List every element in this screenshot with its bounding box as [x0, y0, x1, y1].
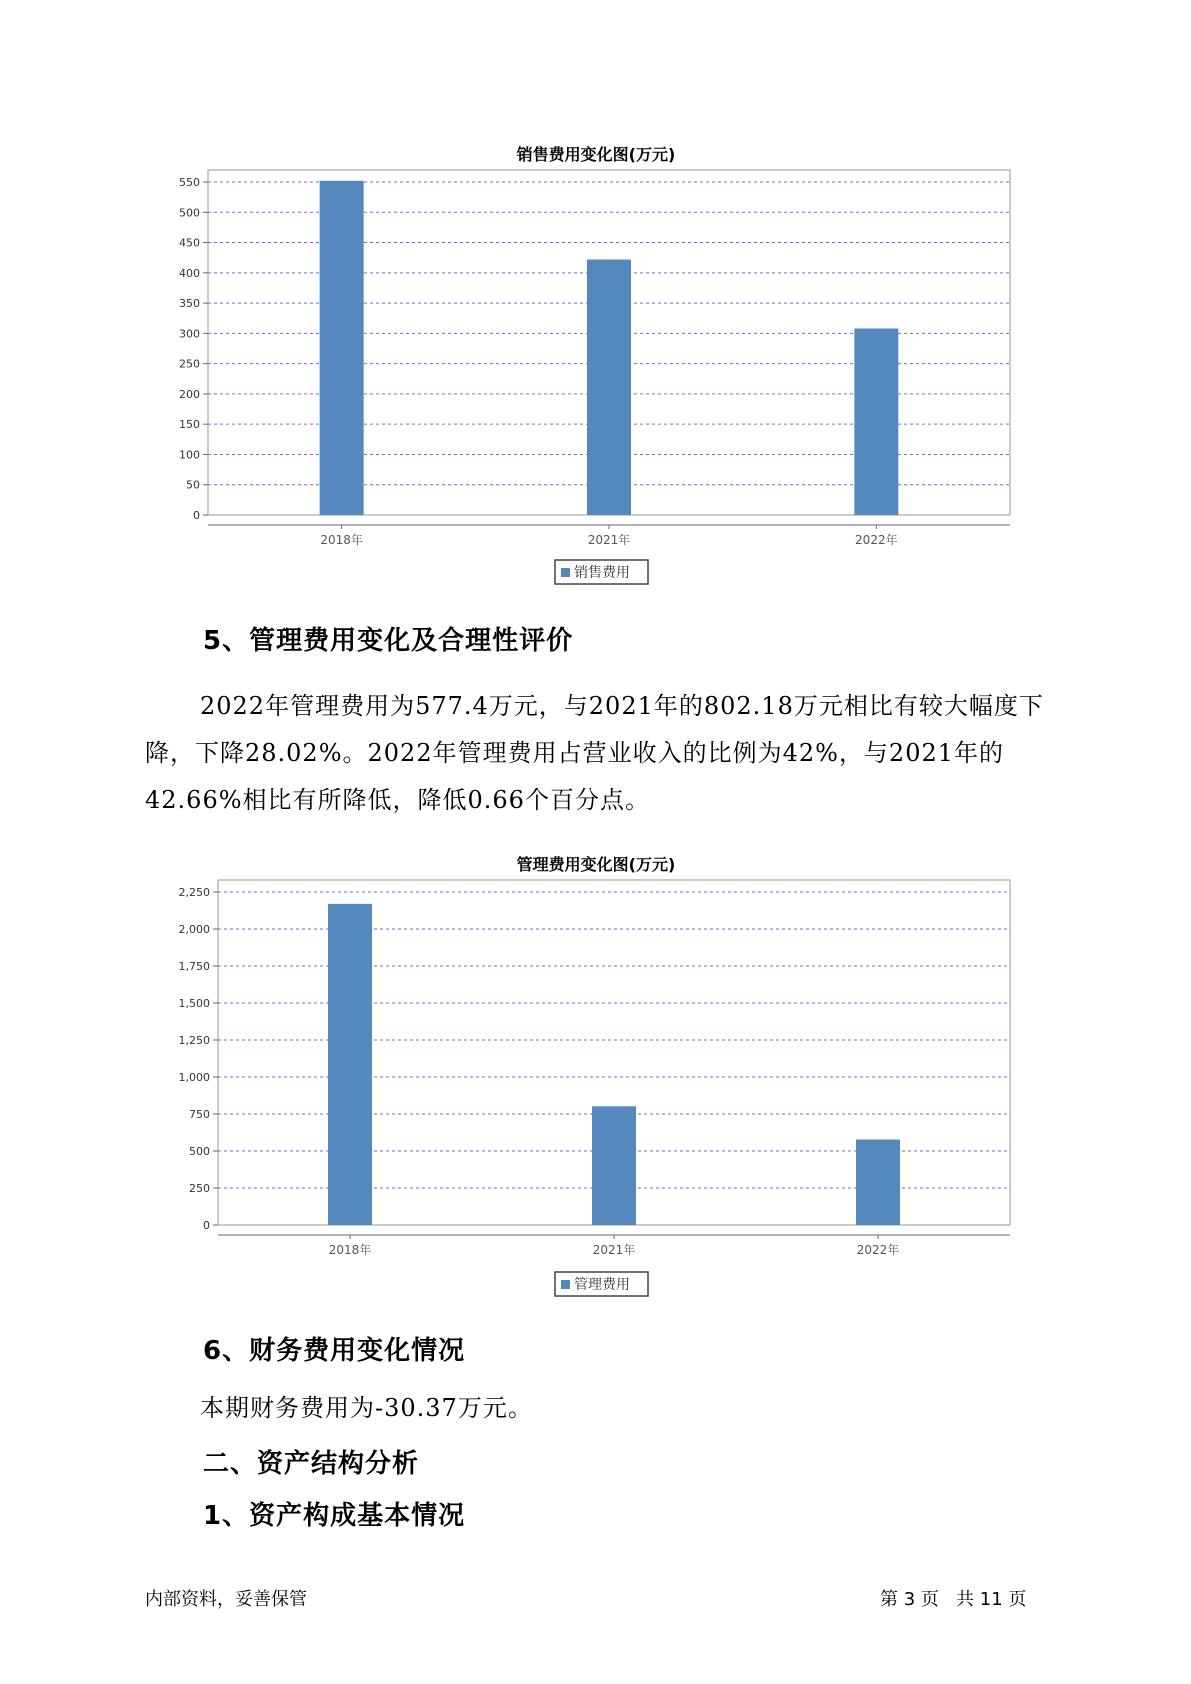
sales-expense-chart-svg — [0, 130, 1191, 600]
y-tick-label: 750 — [189, 1108, 210, 1121]
bar-2021年 — [592, 1106, 636, 1225]
part-2-heading: 二、资产结构分析 — [203, 1449, 420, 1479]
section-5-paragraph: 2022年管理费用为577.4万元，与2021年的802.18万元相比有较大幅度下降，下降28.02%。2022年管理费用占营业收入的比例为42%，与2021年的42.66%相比有所降低，降低0.66个百分点。 — [145, 692, 1044, 814]
footer-page-number: 第 3 页 共 11 页 — [880, 1589, 1027, 1610]
legend-swatch — [561, 568, 570, 577]
x-tick-label: 2018年 — [320, 533, 363, 547]
x-tick-label: 2021年 — [587, 533, 631, 547]
bar-2022年 — [856, 1140, 900, 1225]
y-tick-label: 300 — [179, 327, 200, 341]
bar-2018年 — [328, 904, 372, 1225]
y-tick-label: 2,000 — [178, 923, 210, 936]
y-tick-label: 1,000 — [178, 1071, 210, 1084]
y-tick-label: 450 — [179, 236, 200, 250]
chart-title: 管理费用变化图(万元) — [516, 855, 676, 874]
legend-label: 管理费用 — [574, 1277, 630, 1293]
y-tick-label: 1,250 — [178, 1034, 210, 1047]
x-tick-label: 2022年 — [856, 1243, 900, 1257]
x-tick-label: 2022年 — [855, 533, 898, 547]
y-tick-label: 150 — [179, 418, 200, 432]
y-tick-label: 2,250 — [178, 886, 210, 899]
sales-expense-chart — [0, 130, 1191, 600]
legend-label: 销售费用 — [574, 565, 630, 581]
y-tick-label: 250 — [189, 1182, 210, 1195]
y-tick-label: 500 — [189, 1145, 210, 1158]
y-tick-label: 0 — [203, 1219, 210, 1232]
bar-2022年 — [854, 329, 898, 515]
x-tick-label: 2018年 — [328, 1243, 372, 1257]
section-6-heading: 6、财务费用变化情况 — [203, 1336, 466, 1366]
admin-expense-chart-svg — [0, 840, 1191, 1310]
footer-confidential: 内部资料，妥善保管 — [145, 1589, 307, 1610]
bar-2018年 — [320, 181, 364, 515]
y-tick-label: 500 — [179, 206, 200, 220]
legend-swatch — [561, 1280, 570, 1289]
y-tick-label: 350 — [179, 297, 200, 311]
y-tick-label: 50 — [186, 478, 200, 492]
section-6-paragraph: 本期财务费用为-30.37万元。 — [200, 1394, 533, 1422]
admin-expense-chart — [0, 840, 1191, 1310]
y-tick-label: 1,750 — [178, 960, 210, 973]
y-tick-label: 200 — [179, 387, 200, 401]
y-tick-label: 550 — [179, 176, 200, 189]
part-2-1-heading: 1、资产构成基本情况 — [203, 1501, 466, 1531]
y-tick-label: 0 — [193, 509, 200, 522]
y-tick-label: 100 — [179, 448, 200, 462]
x-tick-label: 2021年 — [592, 1243, 636, 1257]
y-tick-label: 1,500 — [178, 997, 210, 1010]
section-5-heading: 5、管理费用变化及合理性评价 — [203, 626, 574, 656]
bar-2021年 — [587, 259, 631, 515]
y-tick-label: 250 — [179, 357, 200, 371]
y-tick-label: 400 — [179, 266, 200, 280]
chart-title: 销售费用变化图(万元) — [516, 145, 676, 164]
